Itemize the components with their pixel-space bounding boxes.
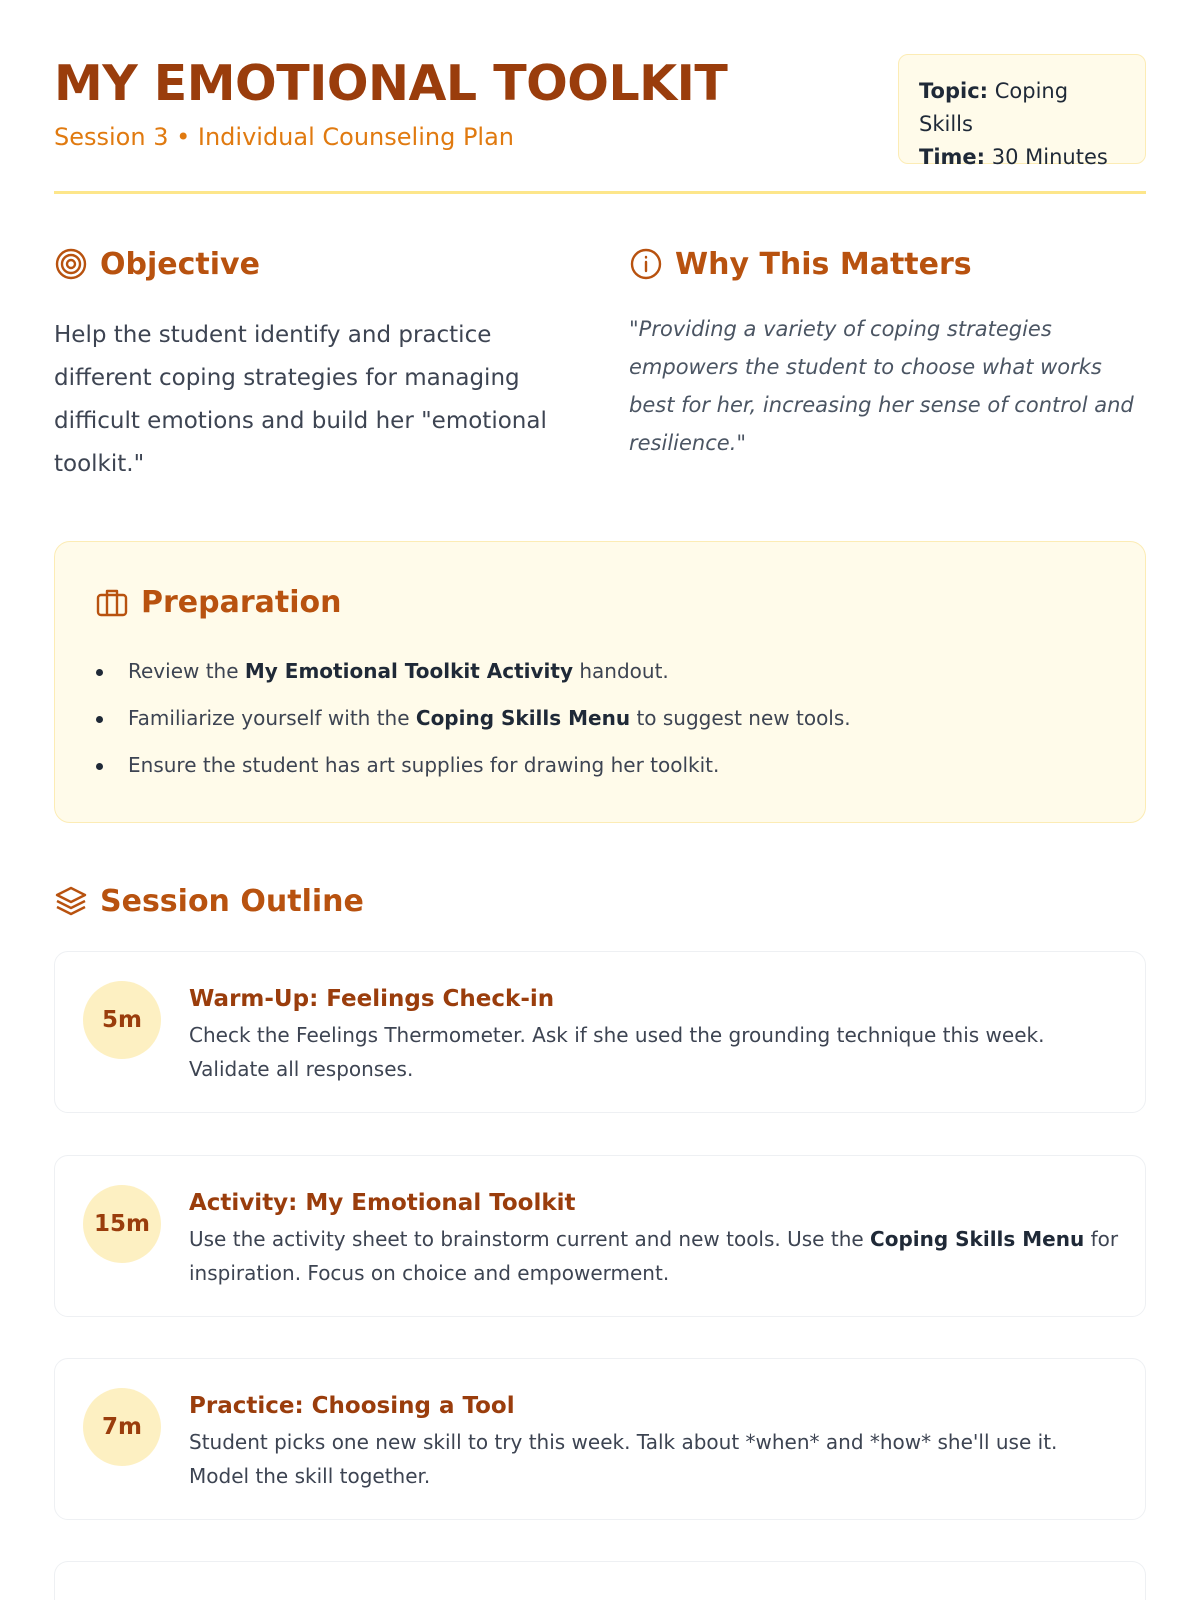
session-meta-box xyxy=(898,54,1146,169)
outline-step-card xyxy=(54,1155,1146,1317)
objective-title: Objective xyxy=(100,246,260,282)
outline-step-card xyxy=(54,951,1146,1113)
outline-title: Session Outline xyxy=(100,883,364,919)
layers-icon xyxy=(54,884,88,918)
topic-value: Coping Skills xyxy=(919,79,1069,136)
page-subtitle: Session 3 • Individual Counseling Plan xyxy=(54,123,514,151)
target-icon xyxy=(54,247,88,281)
step-time-badge: 15m xyxy=(83,1185,161,1263)
list-item: Ensure the student has art supplies for drawing her toolkit. xyxy=(95,742,851,789)
list-item: Familiarize yourself with the Coping Skills Menu to suggest new tools. xyxy=(95,695,851,742)
page-title: MY EMOTIONAL TOOLKIT xyxy=(54,55,728,112)
step-title: Activity: My Emotional Toolkit xyxy=(189,1190,576,1216)
why-title: Why This Matters xyxy=(675,246,972,282)
briefcase-icon xyxy=(95,585,129,619)
topic-label: Topic: xyxy=(919,79,989,103)
time-value: 30 Minutes xyxy=(991,145,1108,169)
lesson-plan-page xyxy=(54,0,1146,1600)
topic-row xyxy=(919,75,1125,141)
page-header xyxy=(54,54,1146,194)
step-description: Check the Feelings Thermometer. Ask if she used the grounding technique this week. Validate all responses. xyxy=(189,1023,1045,1081)
step-description: Use the activity sheet to brainstorm current and new tools. Use the Coping Skills Menu for inspiration. Focus on choice and empowerment. xyxy=(189,1227,1119,1285)
time-label: Time: xyxy=(919,145,986,169)
preparation-heading xyxy=(95,582,341,622)
time-row xyxy=(919,141,1125,174)
outline-step-card xyxy=(54,1358,1146,1520)
step-time-badge: 5m xyxy=(83,981,161,1059)
preparation-list xyxy=(95,648,851,789)
outline-heading xyxy=(54,881,364,921)
why-text: "Providing a variety of coping strategies empowers the student to choose what works best for her, increasing her sense of control and resilience." xyxy=(629,317,1134,455)
outline-step-card-partial xyxy=(54,1561,1146,1600)
step-description: Student picks one new skill to try this week. Talk about *when* and *how* she'll use it. Model the skill together. xyxy=(189,1430,1058,1488)
list-item: Review the My Emotional Toolkit Activity handout. xyxy=(95,648,851,695)
why-heading xyxy=(629,244,972,284)
info-icon xyxy=(629,247,663,281)
preparation-title: Preparation xyxy=(141,584,342,620)
step-time-badge: 7m xyxy=(83,1388,161,1466)
preparation-panel xyxy=(54,541,1146,823)
step-title: Warm-Up: Feelings Check-in xyxy=(189,986,555,1012)
objective-heading xyxy=(54,244,260,284)
step-title: Practice: Choosing a Tool xyxy=(189,1393,515,1419)
objective-text: Help the student identify and practice different coping strategies for managing difficult emotions and build her "emotional toolkit." xyxy=(54,322,547,477)
